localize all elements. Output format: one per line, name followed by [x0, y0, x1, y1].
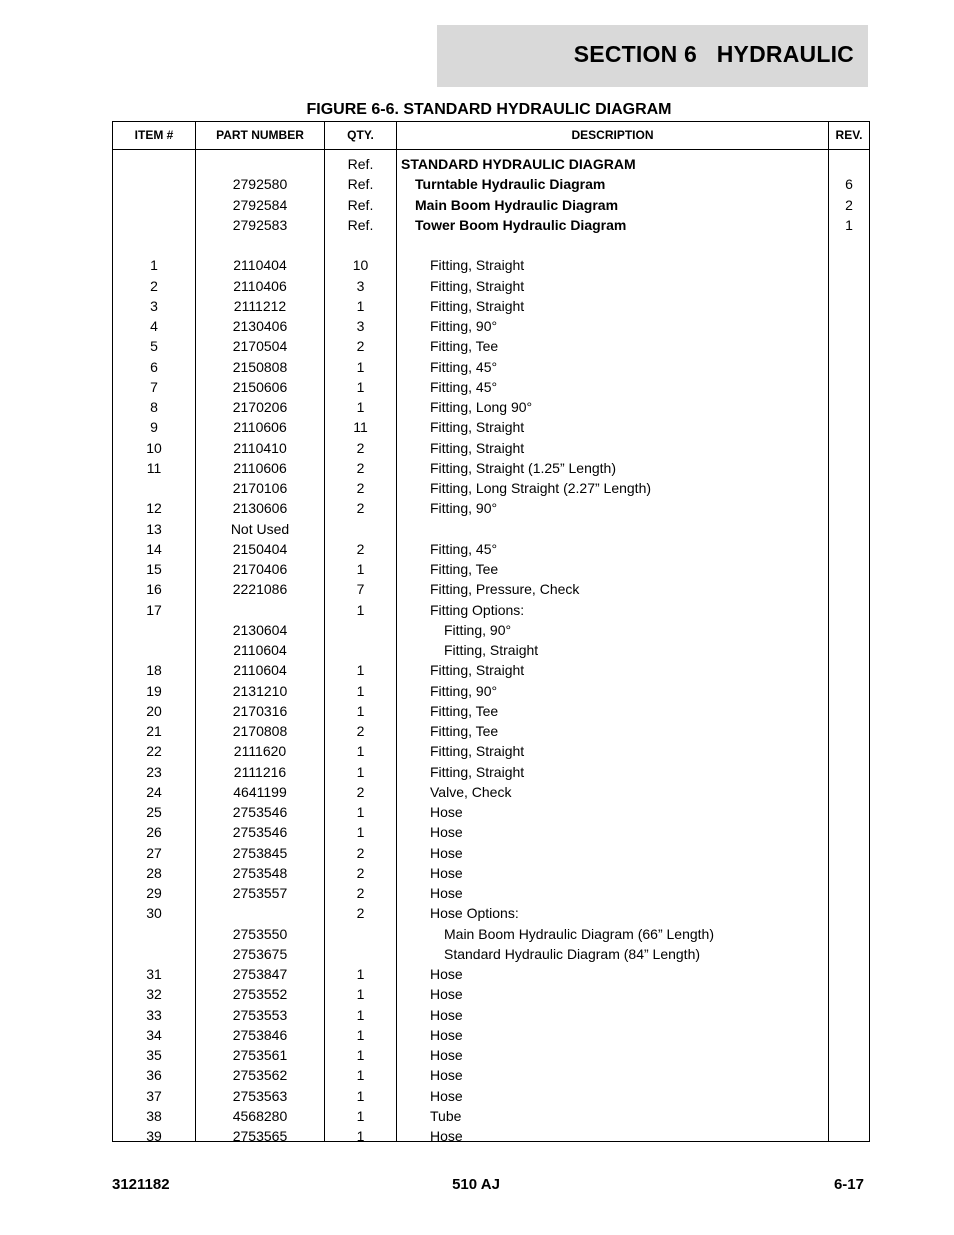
item-cell: 27 [146, 844, 162, 861]
table-row [113, 177, 869, 197]
doc-number: 3121182 [112, 1176, 170, 1193]
table-row [113, 542, 869, 562]
description-cell: Hose [430, 824, 463, 841]
table-row [113, 441, 869, 461]
table-row [113, 643, 869, 663]
section-banner [437, 25, 868, 87]
table-row [113, 704, 869, 724]
qty-cell: 1 [356, 1006, 365, 1023]
description-cell: Hose [430, 804, 463, 820]
part-number-cell: 2792580 [232, 176, 288, 193]
table-row [113, 258, 869, 278]
parts-table [112, 121, 870, 1142]
description-cell: Fitting, 90° [430, 500, 498, 517]
part-number-cell: 2753553 [232, 1006, 288, 1023]
description-cell: Fitting, Straight (1.25” Length) [430, 459, 616, 476]
description-cell: Fitting, Straight [430, 257, 525, 274]
description-cell: Main Boom Hydraulic Diagram (66” Length) [444, 925, 714, 942]
qty-cell: 1 [356, 662, 365, 679]
table-row [113, 339, 869, 359]
qty-cell: 1 [356, 1067, 365, 1084]
table-row [113, 603, 869, 623]
description-cell: Hose [430, 986, 463, 1003]
table-row [113, 967, 869, 987]
part-number-cell: 2150606 [232, 378, 288, 395]
table-row [113, 785, 869, 805]
item-cell: 22 [146, 743, 162, 760]
table-row [113, 623, 869, 643]
table-row [113, 906, 869, 926]
qty-cell: 1 [356, 824, 365, 841]
description-cell: Fitting, 45° [430, 358, 498, 375]
part-number-cell: 4568280 [232, 1107, 288, 1124]
table-row [113, 481, 869, 501]
item-cell: 9 [150, 419, 158, 436]
part-number-cell: 2170406 [232, 561, 288, 577]
description-cell: Hose [430, 1047, 463, 1063]
description-cell: Hose Options: [430, 905, 519, 922]
qty-cell: 1 [356, 804, 365, 820]
qty-cell: Ref. [347, 156, 374, 172]
table-body [113, 157, 869, 1149]
qty-cell: 1 [356, 358, 365, 375]
table-row [113, 724, 869, 744]
description-cell: Fitting, Straight [430, 763, 525, 780]
item-cell: 5 [150, 338, 158, 355]
table-row [113, 805, 869, 825]
part-number-cell: 2170504 [232, 338, 288, 355]
qty-cell: 10 [352, 257, 369, 274]
part-number-cell: 2131210 [232, 682, 288, 699]
table-row [113, 501, 869, 521]
qty-cell: 1 [356, 1026, 365, 1043]
part-number-cell: 2110404 [233, 257, 287, 274]
table-row [113, 663, 869, 683]
table-row [113, 1008, 869, 1028]
part-number-cell: 2753562 [232, 1067, 288, 1084]
table-row [113, 1068, 869, 1088]
part-number-cell: 2110604 [233, 642, 287, 658]
item-cell: 11 [146, 459, 162, 476]
part-number-cell: 2753847 [232, 966, 288, 982]
part-number-cell: Not Used [230, 520, 290, 537]
item-cell: 30 [146, 905, 162, 922]
item-cell: 33 [146, 1006, 162, 1023]
qty-cell: 1 [356, 1047, 365, 1063]
part-number-cell: 2753561 [232, 1047, 288, 1063]
item-cell: 37 [146, 1087, 162, 1104]
description-cell: Main Boom Hydraulic Diagram [415, 196, 619, 213]
item-cell: 15 [146, 561, 162, 577]
description-cell: Fitting, 90° [430, 682, 498, 699]
part-number-cell: 2170808 [232, 723, 288, 739]
description-cell: Hose [430, 864, 463, 881]
qty-cell: 2 [356, 885, 365, 901]
table-row [113, 866, 869, 886]
description-cell: Fitting, Tee [430, 338, 499, 355]
col-header-part-number: PART NUMBER [216, 128, 304, 142]
qty-cell: 1 [356, 297, 365, 314]
qty-cell: 2 [356, 459, 365, 476]
table-row [113, 420, 869, 440]
description-cell: Fitting Options: [430, 601, 525, 618]
table-row [113, 846, 869, 866]
qty-cell: 1 [356, 682, 365, 699]
table-row [113, 765, 869, 785]
item-cell: 34 [146, 1026, 162, 1043]
description-cell: Fitting, Straight [444, 642, 539, 658]
description-cell: Tower Boom Hydraulic Diagram [415, 216, 627, 233]
description-cell: Standard Hydraulic Diagram (84” Length) [444, 945, 701, 962]
qty-cell: 1 [356, 601, 365, 618]
part-number-cell: 2111212 [233, 297, 287, 314]
figure-title [0, 101, 954, 119]
item-cell: 1 [150, 257, 158, 274]
item-cell: 29 [146, 885, 162, 901]
part-number-cell: 2753552 [232, 986, 288, 1003]
qty-cell: 2 [356, 783, 365, 800]
qty-cell: 1 [356, 561, 365, 577]
qty-cell: 1 [356, 1087, 365, 1104]
item-cell: 38 [146, 1107, 162, 1124]
part-number-cell: 2753546 [232, 824, 288, 841]
description-cell: Fitting, Long Straight (2.27” Length) [430, 480, 652, 496]
description-cell: Hose [430, 885, 463, 901]
item-cell: 6 [150, 358, 158, 375]
item-cell: 36 [146, 1067, 162, 1084]
col-header-item: ITEM # [134, 128, 174, 142]
part-number-cell: 2110604 [233, 662, 287, 679]
col-header-rev: REV. [835, 128, 863, 142]
table-row [113, 218, 869, 238]
description-cell: Fitting, Tee [430, 702, 499, 719]
part-number-cell: 2110406 [233, 277, 287, 294]
description-cell: Fitting, Straight [430, 743, 525, 760]
item-cell: 18 [146, 662, 162, 679]
table-row [113, 582, 869, 602]
table-row [113, 380, 869, 400]
section-title: SECTION 6 HYDRAULIC [573, 41, 854, 67]
header-rule [113, 149, 869, 150]
item-cell: 3 [150, 297, 158, 314]
table-row [113, 886, 869, 906]
table-row [113, 1109, 869, 1129]
qty-cell: 2 [356, 540, 365, 557]
qty-cell: 2 [356, 500, 365, 517]
table-row [113, 400, 869, 420]
qty-cell: 2 [356, 480, 365, 496]
table-row [113, 987, 869, 1007]
description-cell: Fitting, Long 90° [430, 399, 533, 415]
description-cell: Fitting, 45° [430, 378, 498, 395]
qty-cell: 1 [356, 1128, 365, 1144]
table-row [113, 947, 869, 967]
table-row [113, 825, 869, 845]
item-cell: 8 [150, 399, 158, 415]
qty-cell: 2 [356, 439, 365, 456]
table-row [113, 198, 869, 218]
table-row [113, 360, 869, 380]
description-cell: Fitting, Straight [430, 419, 525, 436]
part-number-cell: 2753675 [232, 945, 288, 962]
item-cell: 7 [150, 378, 158, 395]
part-number-cell: 2111216 [233, 763, 287, 780]
part-number-cell: 2792583 [232, 216, 288, 233]
item-cell: 23 [146, 763, 162, 780]
item-cell: 13 [146, 520, 162, 537]
item-cell: 28 [146, 864, 162, 881]
part-number-cell: 2753557 [232, 885, 288, 901]
rev-cell: 6 [845, 176, 853, 193]
description-cell: Hose [430, 1067, 463, 1084]
qty-cell: 2 [356, 844, 365, 861]
table-row [113, 1048, 869, 1068]
qty-cell: Ref. [347, 176, 374, 193]
qty-cell: Ref. [347, 216, 374, 233]
description-cell: STANDARD HYDRAULIC DIAGRAM [401, 156, 636, 172]
rev-cell: 1 [845, 216, 853, 233]
description-cell: Fitting, Tee [430, 561, 499, 577]
item-cell: 26 [146, 824, 162, 841]
item-cell: 4 [150, 318, 158, 334]
item-cell: 14 [146, 540, 162, 557]
description-cell: Hose [430, 966, 463, 982]
description-cell: Fitting, Straight [430, 439, 525, 456]
description-cell: Hose [430, 1026, 463, 1043]
qty-cell: 1 [356, 986, 365, 1003]
part-number-cell: 2110410 [233, 439, 287, 456]
table-row [113, 279, 869, 299]
item-cell: 24 [146, 783, 162, 800]
col-header-description: DESCRIPTION [571, 128, 654, 142]
item-cell: 35 [146, 1047, 162, 1063]
part-number-cell: 2753565 [232, 1128, 288, 1144]
part-number-cell: 2170106 [232, 480, 288, 496]
item-cell: 21 [146, 723, 162, 739]
part-number-cell: 2150404 [232, 540, 288, 557]
col-header-qty: QTY. [347, 128, 374, 142]
qty-cell: 3 [356, 318, 365, 334]
model-name: 510 AJ [452, 1176, 500, 1193]
table-row [113, 319, 869, 339]
item-cell: 17 [146, 601, 162, 618]
description-cell: Fitting, Straight [430, 277, 525, 294]
item-cell: 12 [146, 500, 162, 517]
part-number-cell: 2753845 [232, 844, 288, 861]
qty-cell: 1 [356, 378, 365, 395]
part-number-cell: 2110606 [233, 419, 287, 436]
qty-cell: 1 [356, 743, 365, 760]
figure-title-text: FIGURE 6-6. STANDARD HYDRAULIC DIAGRAM [306, 101, 672, 118]
description-cell: Hose [430, 1087, 463, 1104]
part-number-cell: 2111620 [233, 743, 287, 760]
part-number-cell: 2130606 [232, 500, 288, 517]
item-cell: 10 [146, 439, 162, 456]
part-number-cell: 2170206 [232, 399, 288, 415]
description-cell: Hose [430, 844, 463, 861]
description-cell: Fitting, 90° [430, 318, 498, 334]
qty-cell: 2 [356, 338, 365, 355]
rev-cell: 2 [845, 196, 853, 213]
qty-cell: 1 [356, 966, 365, 982]
qty-cell: 2 [356, 905, 365, 922]
part-number-cell: 2753550 [232, 925, 288, 942]
qty-cell: 2 [356, 864, 365, 881]
description-cell: Hose [430, 1128, 463, 1144]
description-cell: Turntable Hydraulic Diagram [415, 176, 606, 193]
qty-cell: 1 [356, 1107, 365, 1124]
description-cell: Tube [430, 1107, 462, 1124]
qty-cell: 1 [356, 399, 365, 415]
item-cell: 16 [146, 581, 162, 598]
part-number-cell: 2753548 [232, 864, 288, 881]
table-row [113, 157, 869, 177]
part-number-cell: 2753846 [232, 1026, 288, 1043]
qty-cell: 3 [356, 277, 365, 294]
part-number-cell: 2110606 [233, 459, 287, 476]
part-number-cell: 2792584 [232, 196, 288, 213]
table-row [113, 299, 869, 319]
description-cell: Valve, Check [430, 783, 512, 800]
part-number-cell: 2753563 [232, 1087, 288, 1104]
description-cell: Fitting, 45° [430, 540, 498, 557]
part-number-cell: 4641199 [233, 783, 287, 800]
table-row [113, 744, 869, 764]
item-cell: 32 [146, 986, 162, 1003]
qty-cell: 1 [356, 763, 365, 780]
part-number-cell: 2753546 [232, 804, 288, 820]
qty-cell: 7 [356, 581, 365, 598]
table-row [113, 238, 869, 258]
item-cell: 2 [150, 277, 158, 294]
qty-cell: 2 [356, 723, 365, 739]
description-cell: Fitting, Straight [430, 662, 525, 679]
page-number: 6-17 [833, 1176, 864, 1193]
part-number-cell: 2130406 [232, 318, 288, 334]
part-number-cell: 2130604 [232, 621, 288, 638]
table-row [113, 1028, 869, 1048]
table-row [113, 1089, 869, 1109]
description-cell: Fitting, 90° [444, 621, 512, 638]
item-cell: 19 [146, 682, 162, 699]
table-row [113, 927, 869, 947]
table-row [113, 684, 869, 704]
item-cell: 25 [146, 804, 162, 820]
description-cell: Fitting, Pressure, Check [430, 581, 580, 598]
part-number-cell: 2170316 [232, 702, 288, 719]
description-cell: Hose [430, 1006, 463, 1023]
table-row [113, 562, 869, 582]
description-cell: Fitting, Straight [430, 297, 525, 314]
item-cell: 31 [146, 966, 162, 982]
qty-cell: 1 [356, 702, 365, 719]
table-row [113, 1129, 869, 1149]
qty-cell: 11 [353, 419, 368, 436]
footer-model-wrap [0, 1176, 954, 1193]
qty-cell: Ref. [347, 196, 374, 213]
table-row [113, 461, 869, 481]
part-number-cell: 2150808 [232, 358, 288, 375]
part-number-cell: 2221086 [232, 581, 288, 598]
description-cell: Fitting, Tee [430, 723, 499, 739]
item-cell: 39 [146, 1128, 162, 1144]
item-cell: 20 [146, 702, 162, 719]
table-row [113, 522, 869, 542]
